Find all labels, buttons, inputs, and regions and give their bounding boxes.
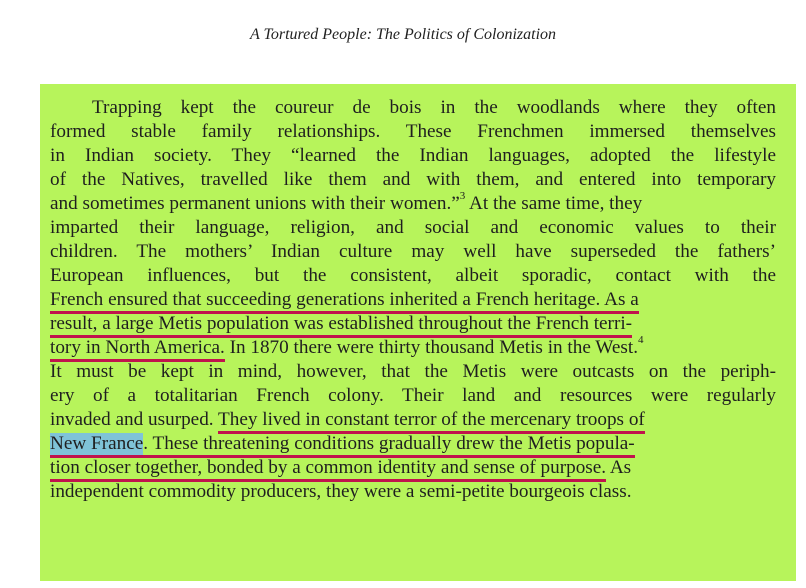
text-line: Trapping kept the coureur de bois in the woodlands where they often bbox=[92, 97, 776, 118]
text-line: independent commodity producers, they were a semi-petite bourgeois class. bbox=[50, 481, 632, 502]
underlined-text: . These threatening conditions gradually drew the Metis popula- bbox=[143, 433, 634, 458]
footnote-ref: 4 bbox=[638, 334, 644, 346]
text-line bbox=[50, 432, 776, 456]
selected-text: New France bbox=[50, 433, 143, 458]
text-line: It must be kept in mind, however, that the Metis were outcasts on the periph- bbox=[50, 361, 776, 382]
text-line: imparted their language, religion, and social and economic values to their bbox=[50, 217, 776, 238]
underlined-text: French ensured that succeeding generations inherited a French heritage. As a bbox=[50, 289, 639, 314]
text-line: invaded and usurped. They lived in constant terror of the mercenary troops of bbox=[50, 408, 776, 432]
underlined-text: tory in North America. bbox=[50, 337, 225, 362]
text-line: formed stable family relationships. These Frenchmen immersed themselves bbox=[50, 121, 776, 142]
underlined-text: tion closer together, bonded by a common identity and sense of purpose. bbox=[50, 457, 606, 482]
text-line: children. The mothers’ Indian culture may well have superseded the fathers’ bbox=[50, 241, 776, 262]
underlined-text: They lived in constant terror of the mercenary troops of bbox=[218, 409, 645, 434]
text-line: and sometimes permanent unions with their women.”$^3$ At the same time, they bbox=[50, 190, 643, 214]
text-line: European influences, but the consistent, albeit sporadic, contact with the bbox=[50, 265, 776, 286]
text-line: tory in North America. In 1870 there were thirty thousand Metis in the West.$^4$ bbox=[50, 336, 776, 360]
underlined-text: result, a large Metis population was established throughout the French terri- bbox=[50, 313, 632, 338]
text-line: in Indian society. They “learned the Indian languages, adopted the lifestyle bbox=[50, 145, 776, 166]
text-line: ery of a totalitarian French colony. Their land and resources were regularly bbox=[50, 385, 776, 406]
text-line bbox=[50, 288, 776, 312]
text-line bbox=[50, 312, 776, 336]
running-head: A Tortured People: The Politics of Colonization bbox=[249, 26, 557, 43]
footnote-ref: 3 bbox=[459, 190, 466, 202]
text-line: of the Natives, travelled like them and with them, and entered into temporary bbox=[50, 169, 776, 190]
text-line: tion closer together, bonded by a common identity and sense of purpose. As bbox=[50, 456, 776, 480]
